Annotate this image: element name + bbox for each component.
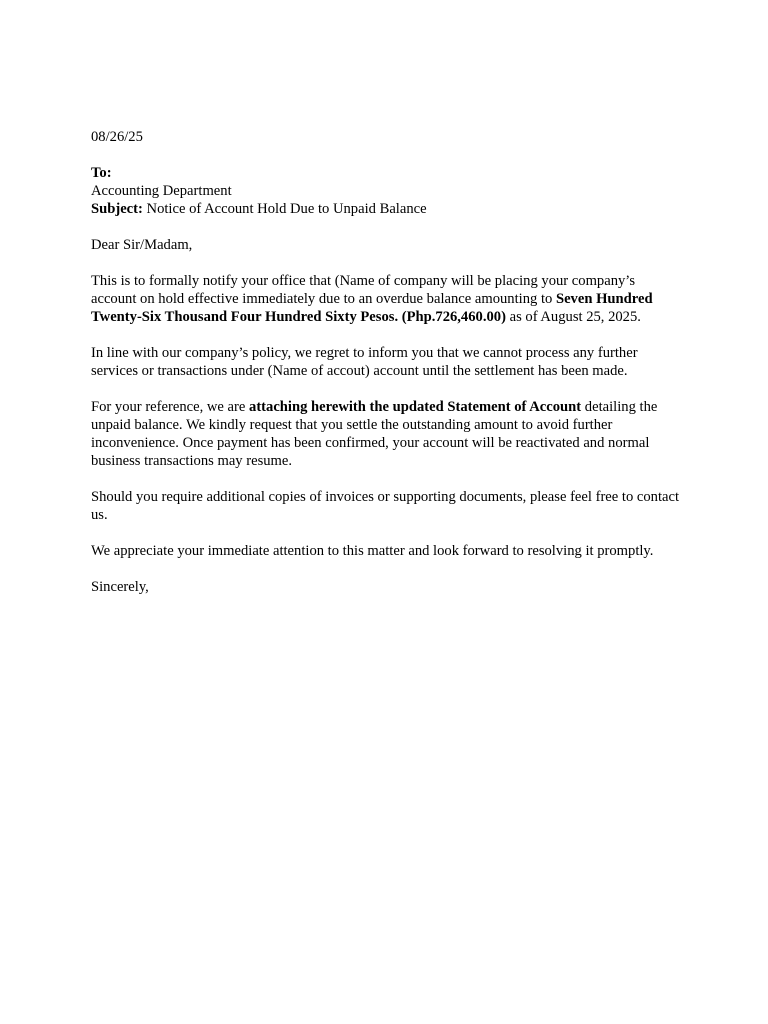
subject-label: Subject: bbox=[91, 201, 143, 217]
paragraph-appreciation: We appreciate your immediate attention to this matter and look forward to resolving it promptly. bbox=[91, 543, 654, 559]
recipient-name: Accounting Department bbox=[91, 183, 232, 199]
paragraph-account-hold-text-b: as of August 25, 2025. bbox=[505, 309, 641, 325]
statement-of-account-note: attaching herewith the updated Statement of Account bbox=[249, 399, 582, 415]
paragraph-reference-text-b: detailing the unpaid balance. We kindly request that you settle the outstanding amount to avoid further inconvenience. Once payment has been confirmed, your account will be reactivated and normal business transactions may resume. bbox=[91, 399, 658, 469]
closing: Sincerely, bbox=[91, 579, 149, 595]
letter-body bbox=[91, 128, 681, 614]
salutation: Dear Sir/Madam, bbox=[91, 237, 193, 253]
subject-text: Notice of Account Hold Due to Unpaid Balance bbox=[142, 201, 427, 217]
to-label: To: bbox=[91, 165, 112, 181]
paragraph-account-hold bbox=[91, 272, 681, 326]
paragraph-reference bbox=[91, 398, 681, 470]
paragraph-policy: In line with our company’s policy, we regret to inform you that we cannot process any further services or transactions under (Name of accout) account until the settlement has been made. bbox=[91, 345, 638, 379]
paragraph-contact: Should you require additional copies of invoices or supporting documents, please feel free to contact us. bbox=[91, 489, 680, 523]
subject-line bbox=[91, 200, 681, 218]
paragraph-account-hold-text-a: This is to formally notify your office that (Name of company will be placing your company’s account on hold effective immediately due to an overdue balance amounting to bbox=[91, 273, 636, 307]
overdue-amount: Seven Hundred Twenty-Six Thousand Four Hundred Sixty Pesos. (Php.726,460.00) bbox=[91, 291, 653, 325]
paragraph-reference-text-a: For your reference, we are bbox=[91, 399, 250, 415]
recipient-block bbox=[91, 164, 681, 218]
letter-date: 08/26/25 bbox=[91, 129, 143, 145]
